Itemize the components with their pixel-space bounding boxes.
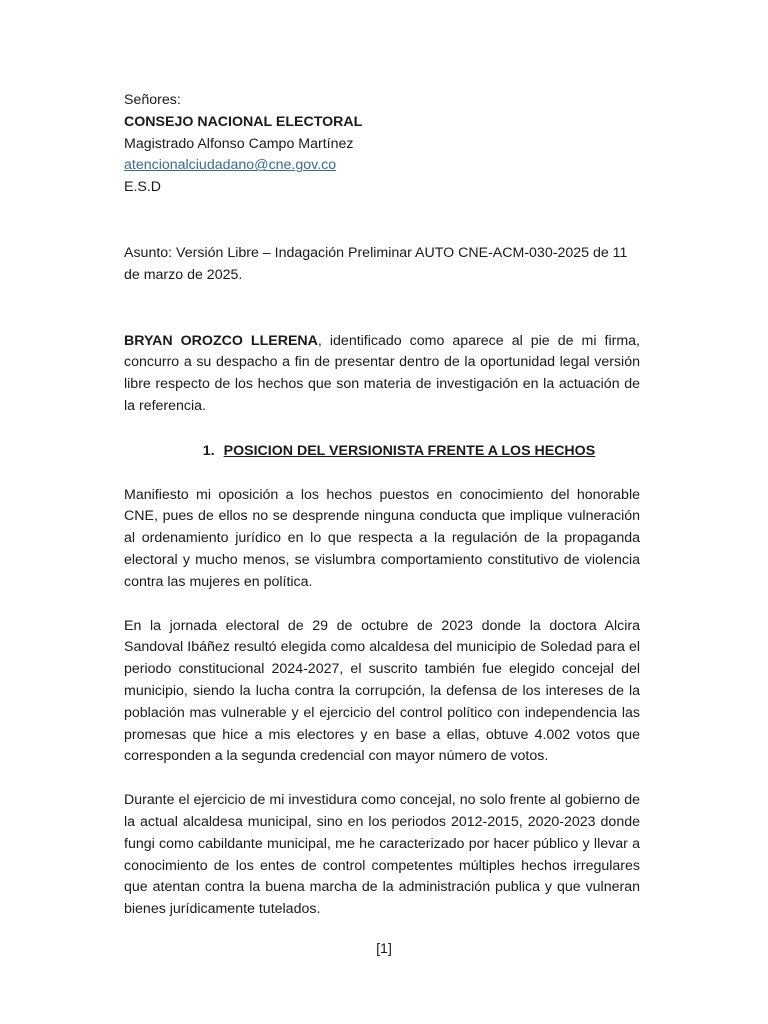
salutation: Señores: (124, 92, 181, 108)
subject-line-1: Asunto: Versión Libre – Indagación Preliminar AUTO CNE-ACM-030-2025 de 11 (124, 244, 628, 261)
document-page (124, 88, 640, 921)
paragraph-investiture: Durante el ejercicio de mi investidura como concejal, no solo frente al gobierno de la actual alcaldesa municipal, sino en los periodos 2012-2015, 2020-2023 donde fungi como cabildante municipal, me he caracterizado por hacer público y llevar a conocimiento de los entes de control competentes múltiples hechos irregulares que atentan contra la buena marcha de la administración publica y que vulneran bienes jurídicamente tutelados. (124, 792, 640, 918)
addressee-block (124, 90, 640, 199)
section-title: POSICION DEL VERSIONISTA FRENTE A LOS HECHOS (223, 442, 596, 459)
declarant-name: BRYAN OROZCO LLERENA (124, 332, 318, 349)
page-number: [1] (376, 941, 392, 957)
paragraph-opposition: Manifiesto mi oposición a los hechos puestos en conocimiento del honorable CNE, pues de ellos no se desprende ninguna conducta que implique vulneración al ordenamiento jurídico en lo que respecta a la regulación de la propaganda electoral y mucho menos, se vislumbra comportamiento constitutivo de violencia contra las mujeres en política. (124, 486, 640, 590)
esd-abbreviation: E.S.D (124, 179, 162, 196)
intro-paragraph (124, 331, 640, 418)
subject-block (124, 243, 640, 287)
email-link[interactable]: atencionalciudadano@cne.gov.co (124, 157, 337, 174)
institution-name: CONSEJO NACIONAL ELECTORAL (124, 113, 363, 130)
section-heading (124, 441, 640, 463)
intro-text: , identificado como aparece al pie de mi firma, concurro a su despacho a fin de presentar dentro de la oportunidad legal versión libre respecto de los hechos que son materia de investigación en la actuación de la referencia. (124, 332, 640, 414)
magistrate-name: Magistrado Alfonso Campo Martínez (124, 135, 354, 152)
paragraph-election: En la jornada electoral de 29 de octubre de 2023 donde la doctora Alcira Sandoval Ibáñez resultó elegida como alcaldesa del municipio de Soledad para el periodo constitucional 2024-2027, el suscrito también fue elegido concejal del municipio, siendo la lucha contra la corrupción, la defensa de los intereses de la población mas vulnerable y el ejercicio del control político con independencia las promesas que hice a mis electores y en base a ellas, obtuve 4.002 votos que corresponden a la segunda credencial con mayor número de votos. (124, 617, 640, 765)
section-number: 1. (202, 442, 215, 459)
subject-line-2: de marzo de 2025. (124, 266, 243, 283)
